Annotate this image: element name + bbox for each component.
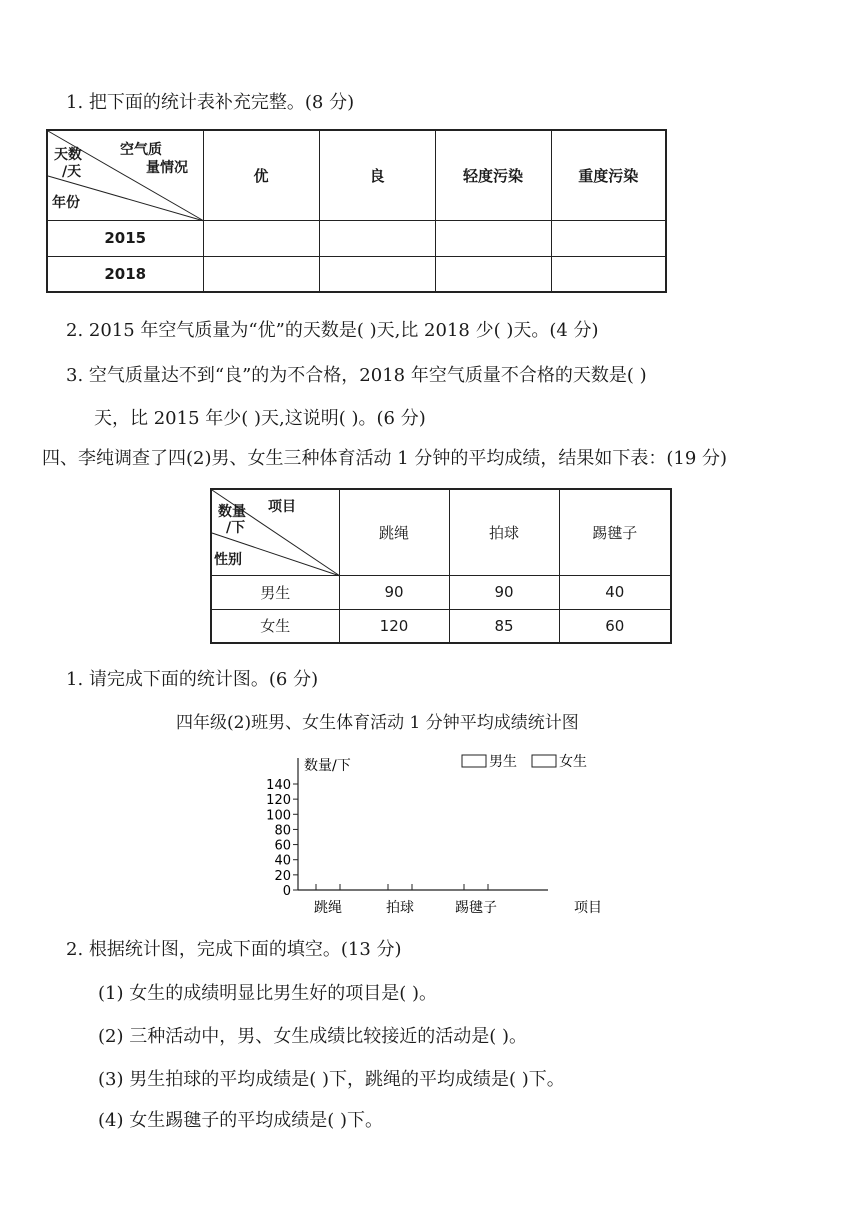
- y-tick-label: 140: [266, 778, 291, 793]
- question-4-2-sub1: (1) 女生的成绩明显比男生好的项目是( )。: [98, 983, 437, 1004]
- header-heavy-pollution: 重度污染: [551, 130, 666, 220]
- value-cell: 40: [559, 575, 671, 609]
- question-4-2-sub2: (2) 三种活动中，男、女生成绩比较接近的活动是( )。: [98, 1026, 527, 1047]
- header-excellent: 优: [203, 130, 319, 220]
- x-category-label: 踢毽子: [455, 900, 497, 916]
- question-4-2-sub4: (4) 女生踢毽子的平均成绩是( )下。: [98, 1110, 383, 1131]
- question-3-3-line1: 3. 空气质量达不到“良”的为不合格，2018 年空气质量不合格的天数是( ): [66, 365, 647, 386]
- corner-label-days-unit: /天: [62, 164, 82, 180]
- row-gender: 男生: [211, 575, 339, 609]
- corner-label-quality-2: 量情况: [146, 160, 188, 176]
- y-axis-ticks: [266, 778, 298, 899]
- y-tick-label: 0: [282, 884, 291, 899]
- table-row: [47, 256, 666, 292]
- question-4-2-sub3: (3) 男生拍球的平均成绩是( )下，跳绳的平均成绩是( )下。: [98, 1069, 565, 1090]
- chart-title: 四年级(2)班男、女生体育活动 1 分钟平均成绩统计图: [176, 713, 579, 733]
- row-year: 2015: [47, 220, 203, 256]
- y-axis-label: 数量/下: [304, 758, 351, 774]
- y-tick-label: 120: [266, 793, 291, 809]
- air-quality-table: [46, 129, 667, 293]
- value-cell: 90: [339, 575, 449, 609]
- chart-legend: [462, 753, 587, 770]
- question-3-2: 2. 2015 年空气质量为“优”的天数是( )天,比 2018 少( )天。(4 分): [66, 320, 599, 341]
- bar-chart: [0, 752, 860, 916]
- table-corner-header: [47, 130, 203, 220]
- y-tick-label: 20: [274, 868, 291, 884]
- chart-axes: [298, 757, 602, 916]
- question-3-1: 1. 把下面的统计表补充完整。(8 分): [66, 92, 355, 113]
- header-ball-bounce: 拍球: [449, 489, 559, 575]
- y-tick-label: 40: [274, 853, 291, 869]
- table-row: [211, 575, 671, 609]
- blank-cell[interactable]: [203, 220, 319, 256]
- y-tick-label: 100: [266, 808, 291, 824]
- corner-label-item: 项目: [268, 499, 296, 515]
- row-gender: 女生: [211, 609, 339, 643]
- corner-label-year: 年份: [52, 195, 80, 211]
- blank-cell[interactable]: [551, 220, 666, 256]
- header-shuttlecock: 踢毽子: [559, 489, 671, 575]
- value-cell: 90: [449, 575, 559, 609]
- row-year: 2018: [47, 256, 203, 292]
- corner-label-quality: 空气质: [120, 142, 162, 158]
- legend-swatch: [462, 755, 486, 767]
- x-category-label: 拍球: [386, 900, 414, 916]
- legend-swatch: [532, 755, 556, 767]
- blank-cell[interactable]: [435, 256, 551, 292]
- x-axis-categories: [314, 884, 497, 916]
- blank-cell[interactable]: [319, 256, 435, 292]
- corner-label-days: 天数: [54, 147, 82, 163]
- y-tick-label: 80: [274, 823, 291, 839]
- header-light-pollution: 轻度污染: [435, 130, 551, 220]
- blank-cell[interactable]: [319, 220, 435, 256]
- question-4-1: 1. 请完成下面的统计图。(6 分): [66, 669, 319, 690]
- corner-label-count: 数量: [218, 504, 246, 520]
- table-corner-header: [211, 489, 339, 575]
- header-good: 良: [319, 130, 435, 220]
- legend-label: 女生: [559, 754, 587, 770]
- corner-label-gender: 性别: [214, 552, 242, 568]
- blank-cell[interactable]: [551, 256, 666, 292]
- table-row: [47, 220, 666, 256]
- blank-cell[interactable]: [203, 256, 319, 292]
- table-row: [211, 609, 671, 643]
- value-cell: 60: [559, 609, 671, 643]
- y-tick-label: 60: [274, 838, 291, 854]
- x-axis-label: 项目: [574, 900, 602, 916]
- value-cell: 120: [339, 609, 449, 643]
- header-jump-rope: 跳绳: [339, 489, 449, 575]
- blank-cell[interactable]: [435, 220, 551, 256]
- section-4-heading: 四、李纯调查了四(2)男、女生三种体育活动 1 分钟的平均成绩，结果如下表：(19 分): [42, 448, 728, 469]
- question-4-2: 2. 根据统计图，完成下面的填空。(13 分): [66, 939, 402, 960]
- x-category-label: 跳绳: [314, 900, 342, 916]
- question-3-3-line2: 天，比 2015 年少( )天,这说明( )。(6 分): [94, 408, 426, 429]
- sports-score-table: [210, 488, 672, 644]
- value-cell: 85: [449, 609, 559, 643]
- corner-label-count-unit: /下: [226, 520, 246, 536]
- legend-label: 男生: [489, 754, 517, 770]
